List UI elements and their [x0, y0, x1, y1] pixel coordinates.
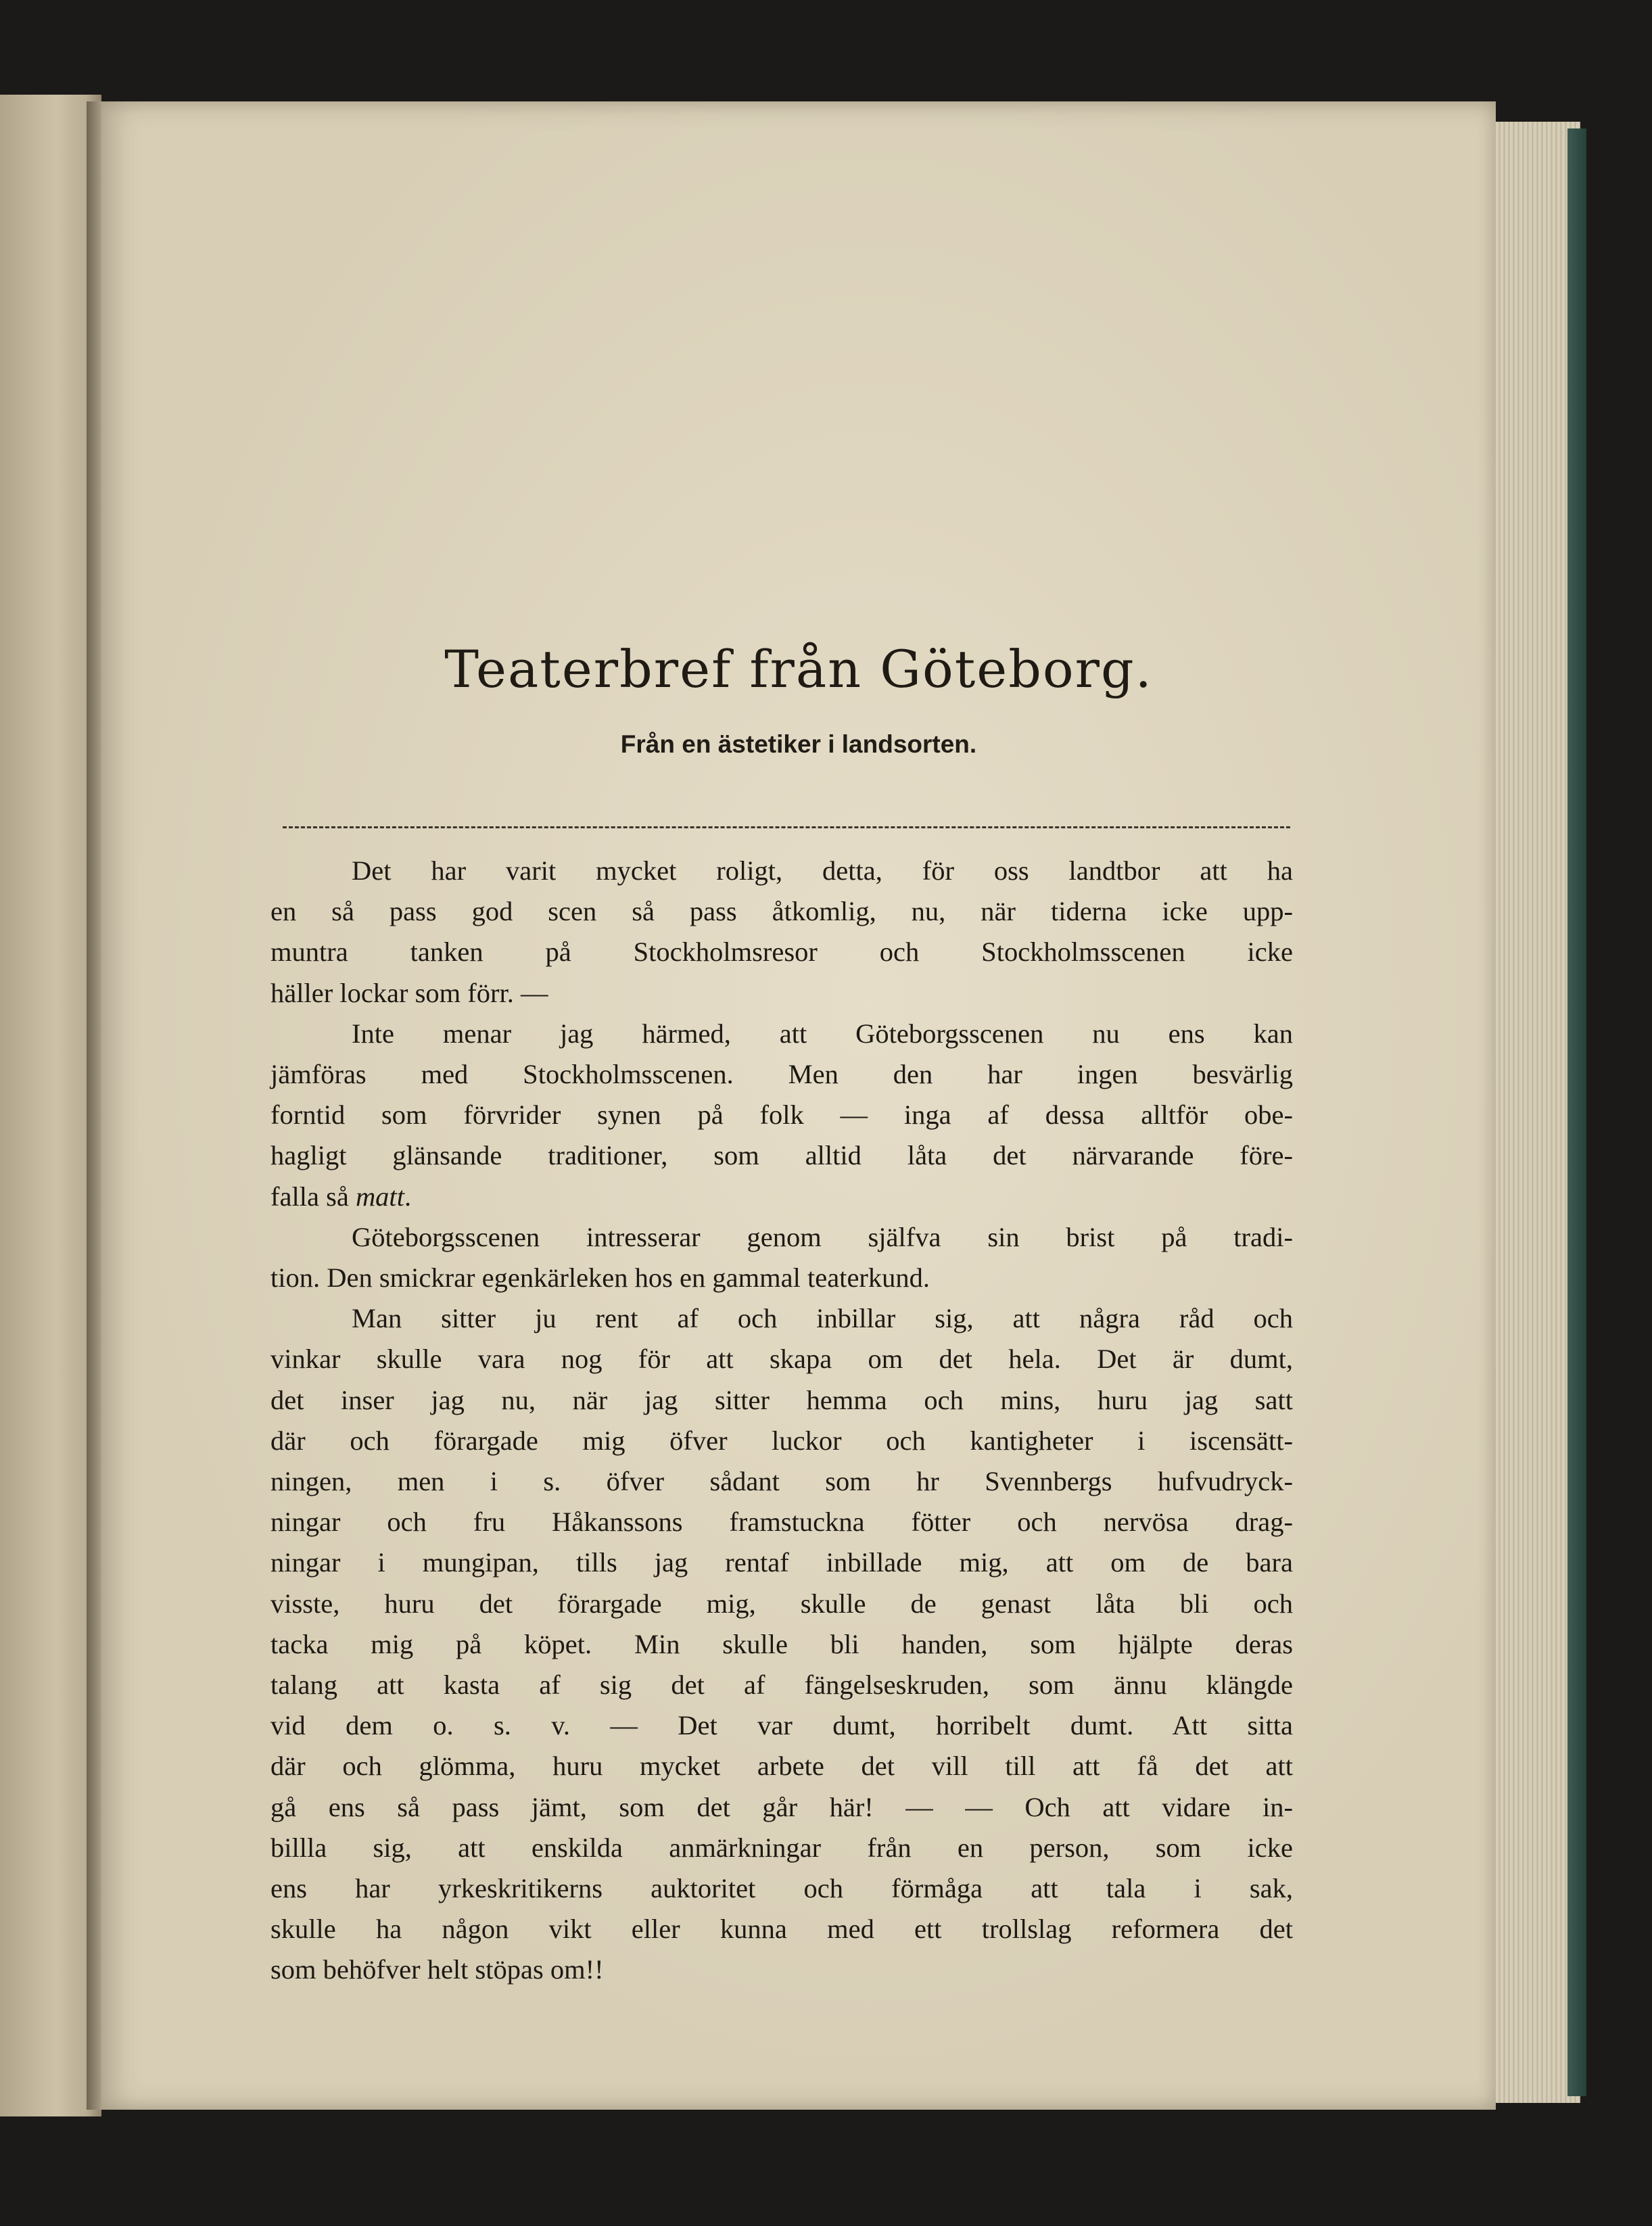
text-line: falla så matt.: [270, 1181, 412, 1212]
text-line: skulle ha någon vikt eller kunna med ett trollslag reformera det: [270, 1914, 1293, 1945]
paragraph: [270, 1217, 1293, 1298]
text-line: billla sig, att enskilda anmärkningar från en person, som icke: [270, 1832, 1293, 1863]
text-line: det inser jag nu, när jag sitter hemma och mins, huru jag satt: [270, 1384, 1293, 1415]
text-line: som behöfver helt stöpas om!!: [270, 1954, 604, 1985]
paragraph: [270, 851, 1293, 1014]
text-line: gå ens så pass jämt, som det går här! — — Och att vidare in-: [270, 1791, 1293, 1822]
text-line: Man sitter ju rent af och inbillar sig, att några råd och: [352, 1303, 1293, 1334]
text-line: vinkar skulle vara nog för att skapa om det hela. Det är dumt,: [270, 1344, 1293, 1375]
text-line: tacka mig på köpet. Min skulle bli handen, som hjälpte deras: [270, 1628, 1293, 1659]
text-line: hagligt glänsande traditioner, som alltid låta det närvarande före-: [270, 1140, 1293, 1171]
article-title: Teaterbref från Göteborg.: [444, 639, 1153, 699]
text-line: muntra tanken på Stockholmsresor och Stockholmsscenen icke: [270, 937, 1293, 968]
text-line: talang att kasta af sig det af fängelseskruden, som ännu klängde: [270, 1670, 1293, 1701]
text-line: Inte menar jag härmed, att Göteborgsscenen nu ens kan: [352, 1018, 1293, 1049]
paragraph: [270, 1014, 1293, 1217]
text-line: vid dem o. s. v. — Det var dumt, horribelt dumt. Att sitta: [270, 1710, 1293, 1741]
text-line: ningar och fru Håkanssons framstuckna fötter och nervösa drag-: [270, 1507, 1293, 1538]
text-line: Göteborgsscenen intresserar genom själfva sin brist på tradi-: [352, 1221, 1293, 1252]
text-line: Det har varit mycket roligt, detta, för oss landtbor att ha: [352, 855, 1293, 886]
paragraph: [270, 1298, 1293, 1990]
text-line: forntid som förvrider synen på folk — inga af dessa alltför obe-: [270, 1099, 1293, 1131]
text-line: häller lockar som förr. —: [270, 977, 548, 1008]
text-line: ningar i mungipan, tills jag rentaf inbillade mig, att om de bara: [270, 1547, 1293, 1578]
text-line: visste, huru det förargade mig, skulle de genast låta bli och: [270, 1588, 1293, 1619]
dashed-divider: [283, 826, 1290, 828]
text-line: tion. Den smickrar egenkärleken hos en gammal teaterkund.: [270, 1262, 930, 1294]
article-subtitle: Från en ästetiker i landsorten.: [620, 730, 977, 758]
text-line: ningen, men i s. öfver sådant som hr Svennbergs hufvudryck-: [270, 1466, 1293, 1497]
text-line: en så pass god scen så pass åtkomlig, nu, när tiderna icke upp-: [270, 896, 1293, 927]
book-cover-edge: [1567, 128, 1586, 2096]
text-line: där och glömma, huru mycket arbete det vill till att få det att: [270, 1751, 1293, 1782]
text-line: jämföras med Stockholmsscenen. Men den har ingen besvärlig: [270, 1059, 1293, 1090]
article-body: [270, 851, 1293, 1991]
text-line: ens har yrkeskritikerns auktoritet och förmåga att tala i sak,: [270, 1873, 1293, 1904]
text-line: där och förargade mig öfver luckor och kantigheter i iscensätt-: [270, 1425, 1293, 1456]
italic-word: matt: [355, 1181, 404, 1212]
